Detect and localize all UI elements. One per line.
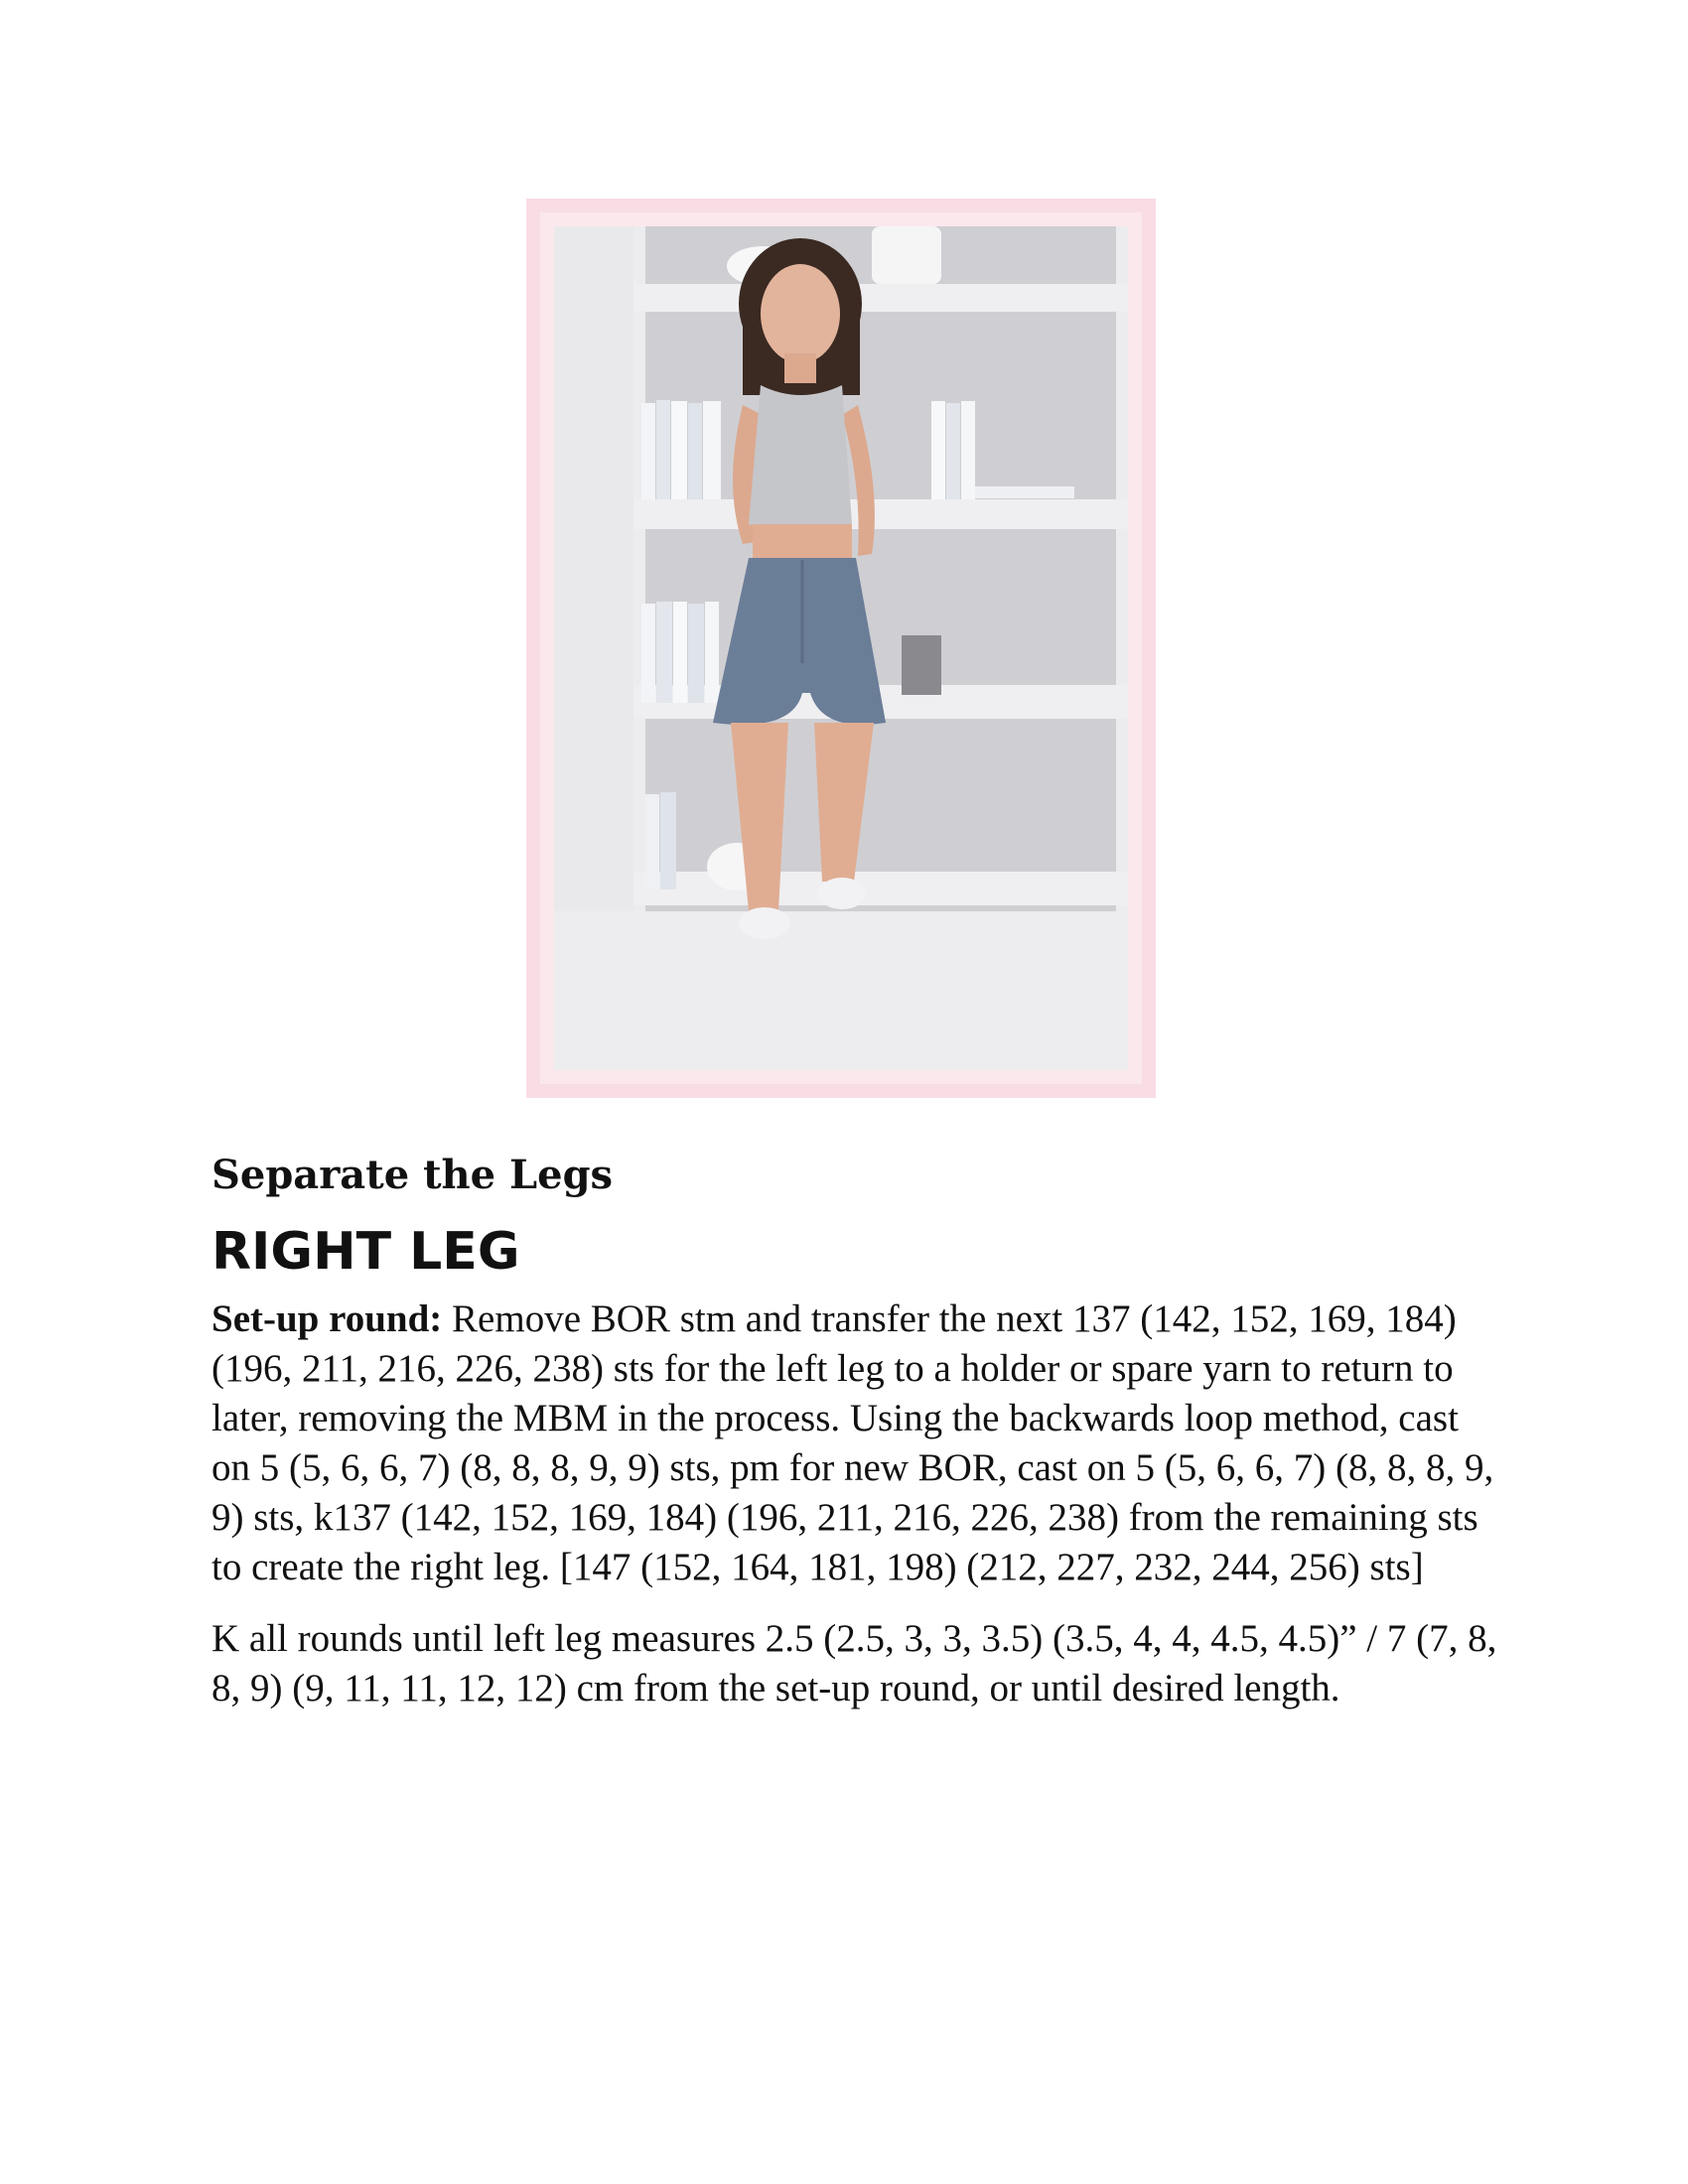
section-heading: RIGHT LEG [211,1222,520,1282]
photo-frame [526,199,1156,1098]
knit-rounds-paragraph: K all rounds until left leg measures 2.5 (2.5, 3, 3, 3.5) (3.5, 4, 4, 4.5, 4.5)” / 7 (7, 8, 8, 9) (9, 11, 11, 12, 12) cm from the set-up round, or until desired length. [211,1617,1497,1710]
setup-round-text: Remove BOR stm and transfer the next 137 (142, 152, 169, 184) (196, 211, 216, 226, 238) sts for the left leg to a holder or spare yarn to return to later, removing the MBM in the process. Using the backwards loop method, cast on 5 (5, 6, 6, 7) (8, 8, 8, 9, 9) sts, pm for new BOR, cast on 5 (5, 6, 6, 7) (8, 8, 8, 9, 9) sts, k137 (142, 152, 169, 184) (196, 211, 216, 226, 238) from the remaining sts to create the right leg. [147 (152, 164, 181, 198) (212, 227, 232, 244, 256) sts] [211,1297,1494,1589]
woman-in-knit-shorts-photo [554,226,1128,1070]
setup-round-label: Set-up round: [211,1297,443,1341]
section-subheading: Separate the Legs [211,1152,614,1198]
setup-round-paragraph [211,1295,1502,1592]
pattern-section [211,1152,1502,1735]
